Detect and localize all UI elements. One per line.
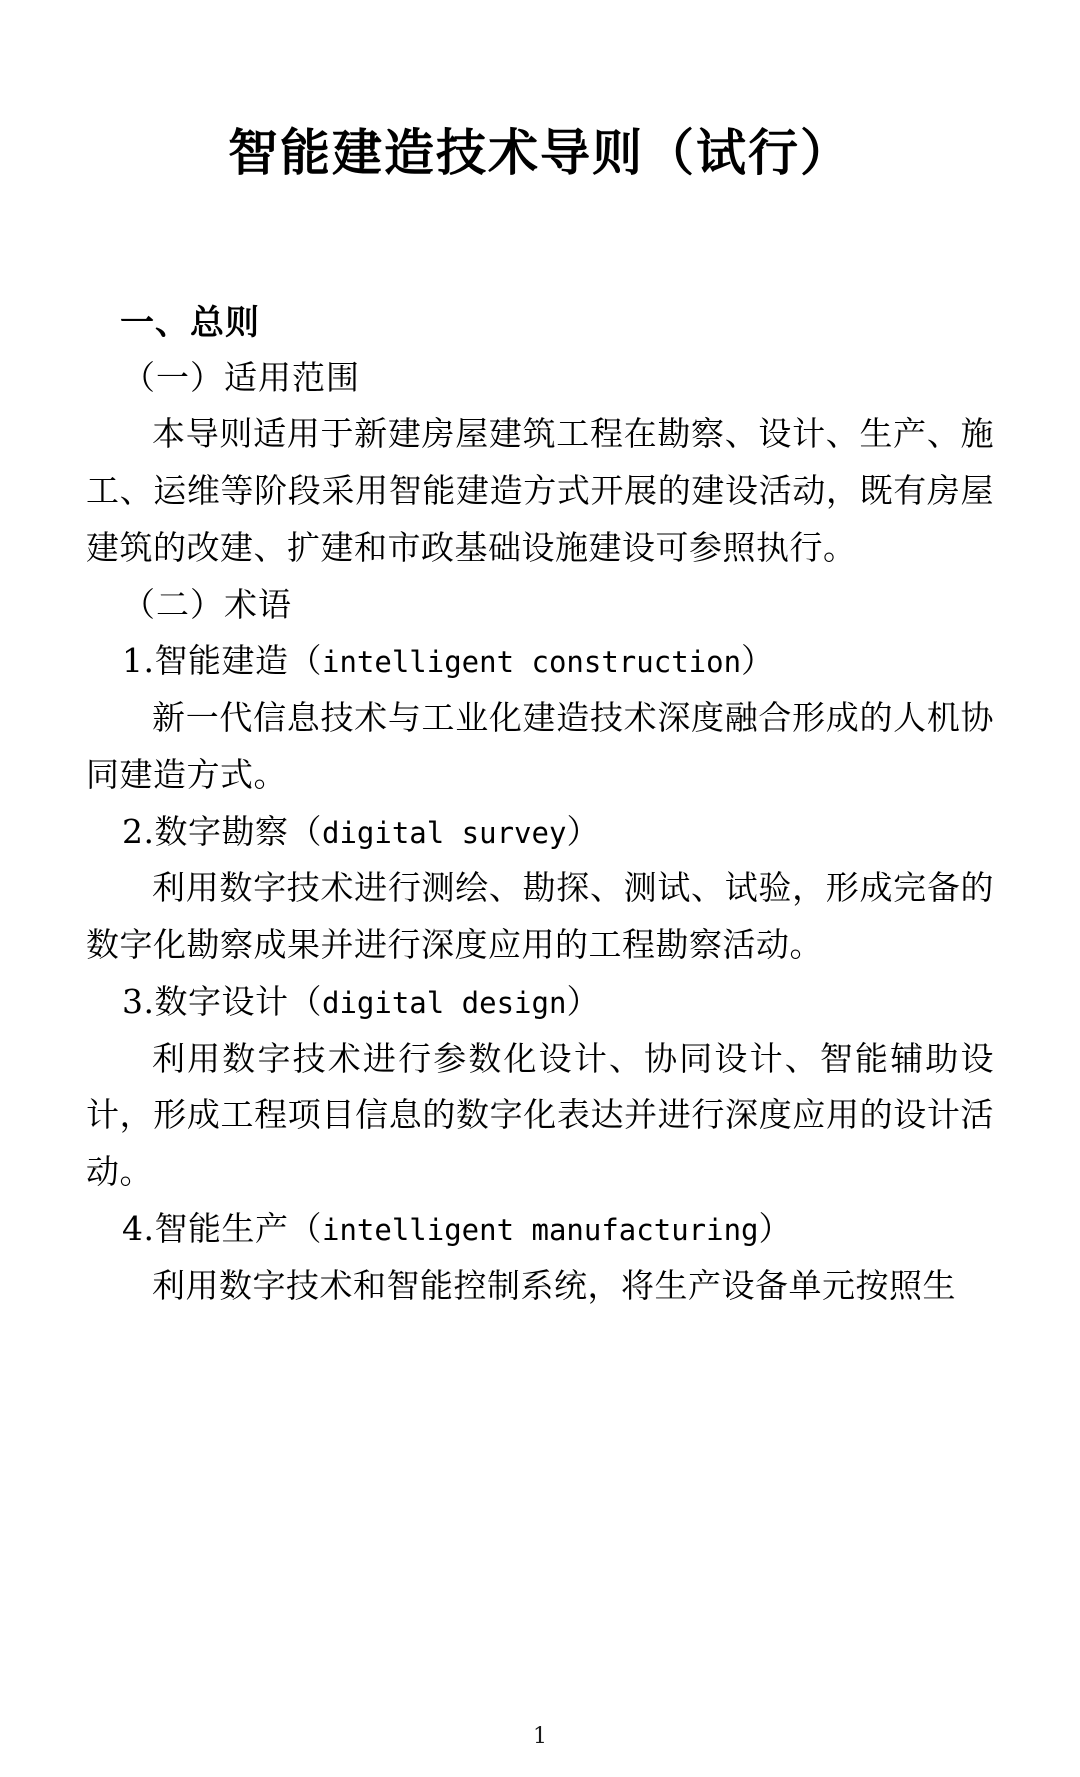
term-text-end-1: ） xyxy=(741,641,775,681)
term-latin-1: intelligent construction xyxy=(322,645,742,680)
subheading-scope: （一）适用范围 xyxy=(122,357,360,397)
term-label-1 xyxy=(86,633,994,690)
term-latin-4: intelligent manufacturing xyxy=(322,1212,759,1247)
paragraph-scope: 本导则适用于新建房屋建筑工程在勘察、设计、生产、施工、运维等阶段采用智能建造方式开展的建设活动，既有房屋建筑的改建、扩建和市政基础设施建设可参照执行。 xyxy=(86,414,994,567)
term-text-4: 4.智能生产（ xyxy=(122,1208,322,1248)
subheading-terms: （二）术语 xyxy=(122,584,292,624)
term-label-4 xyxy=(86,1201,994,1258)
section-heading-general: 一、总则 xyxy=(120,303,260,343)
term-latin-2: digital survey xyxy=(322,815,567,850)
term-text-1: 1.智能建造（ xyxy=(122,641,322,681)
term-text-2: 2.数字勘察（ xyxy=(122,811,322,851)
term-definition-3: 利用数字技术进行参数化设计、协同设计、智能辅助设计，形成工程项目信息的数字化表达并进行深度应用的设计活动。 xyxy=(86,1038,994,1192)
term-label-2 xyxy=(86,804,994,861)
term-label-3 xyxy=(86,974,994,1031)
term-text-end-3: ） xyxy=(566,981,600,1021)
term-definition-4: 利用数字技术和智能控制系统，将生产设备单元按照生 xyxy=(152,1265,956,1305)
term-definition-2: 利用数字技术进行测绘、勘探、测试、试验，形成完备的数字化勘察成果并进行深度应用的工程勘察活动。 xyxy=(86,868,994,965)
term-latin-3: digital design xyxy=(322,985,567,1020)
page-title: 智能建造技术导则（试行） xyxy=(228,123,852,182)
term-text-end-2: ） xyxy=(566,811,600,851)
title-spacer xyxy=(86,185,994,297)
term-text-3: 3.数字设计（ xyxy=(122,981,322,1021)
term-definition-1: 新一代信息技术与工业化建造技术深度融合形成的人机协同建造方式。 xyxy=(86,698,994,794)
term-text-end-4: ） xyxy=(758,1208,792,1248)
page-number: 1 xyxy=(533,1724,547,1749)
